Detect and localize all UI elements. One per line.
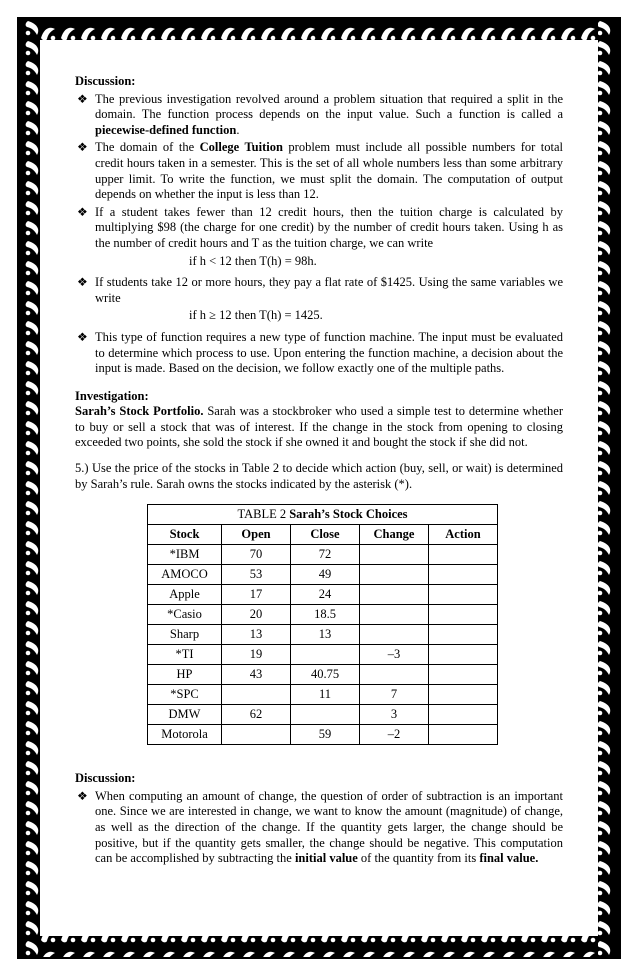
bullet-item: ❖ If a student takes fewer than 12 credit hours, then the tuition charge is calculated by multiplying $98 (the charge for one credit) by the number of credit hours taken. Using h as the number of credit hours and T as the tuition charge, we can write: [77, 204, 563, 250]
table-cell-open: [222, 725, 291, 745]
table-cell-action: [429, 665, 498, 685]
table-cell-open: 70: [222, 545, 291, 565]
discussion-bullets: [75, 330, 563, 377]
table-cell-stock: Apple: [148, 585, 222, 605]
table-row: [148, 685, 498, 705]
table-cell-stock: Motorola: [148, 725, 222, 745]
table-cell-open: 43: [222, 665, 291, 685]
table-cell-close: 72: [291, 545, 360, 565]
discussion-bullets: [75, 92, 563, 252]
diamond-bullet-icon: ❖: [77, 140, 88, 155]
table-cell-close: 24: [291, 585, 360, 605]
table-row: [148, 705, 498, 725]
stock-table: [147, 504, 498, 745]
table-cell-change: [360, 545, 429, 565]
table-cell-change: [360, 665, 429, 685]
table-cell-action: [429, 565, 498, 585]
column-header: Change: [360, 525, 429, 545]
table-row: [148, 645, 498, 665]
table-cell-stock: *Casio: [148, 605, 222, 625]
table-cell-open: 17: [222, 585, 291, 605]
table-cell-stock: Sharp: [148, 625, 222, 645]
table-cell-stock: HP: [148, 665, 222, 685]
table-cell-stock: DMW: [148, 705, 222, 725]
discussion-heading: Discussion:: [75, 771, 136, 786]
table-cell-change: –3: [360, 645, 429, 665]
bullet-item: ❖ The previous investigation revolved around a problem situation that required a split in the domain. The function process depends on the input value. Such a function is called a piecewise-defined function.: [77, 91, 563, 137]
table-cell-stock: *SPC: [148, 685, 222, 705]
diamond-bullet-icon: ❖: [77, 329, 88, 344]
table-cell-close: 13: [291, 625, 360, 645]
table-row: [148, 725, 498, 745]
table-cell-stock: AMOCO: [148, 565, 222, 585]
document-body: [75, 74, 563, 869]
investigation-heading: Investigation:: [75, 388, 149, 403]
table-cell-open: 20: [222, 605, 291, 625]
table-cell-action: [429, 605, 498, 625]
bullet-item: ❖ This type of function requires a new type of function machine. The input must be evaluated to determine which process to use. Upon entering the function machine, a decision about the input is made. Based on the decision, we follow exactly one of the multiple paths.: [77, 329, 563, 376]
table-cell-change: [360, 565, 429, 585]
table-cell-open: 62: [222, 705, 291, 725]
table-cell-close: 49: [291, 565, 360, 585]
table-row: [148, 545, 498, 565]
table-cell-close: 11: [291, 685, 360, 705]
investigation-text: Sarah’s Stock Portfolio. Sarah was a stockbroker who used a simple test to determine whether to buy or sell a stock that was of interest. If the change in the stock from opening to closing exceeded two points, she sold the stock if she owned it and bought the stock if she did not.: [75, 404, 563, 450]
formula-12-or-more: if h ≥ 12 then T(h) = 1425.: [189, 308, 323, 323]
table-cell-change: [360, 585, 429, 605]
table-cell-action: [429, 725, 498, 745]
table-body: [148, 545, 498, 745]
table-cell-change: –2: [360, 725, 429, 745]
table-header-row: [148, 525, 498, 545]
table-cell-change: [360, 605, 429, 625]
table-cell-action: [429, 585, 498, 605]
question-text: 5.) Use the price of the stocks in Table 2 to decide which action (buy, sell, or wait) is determined by Sarah’s rule. Sarah owns the stocks indicated by the asterisk (*).: [75, 461, 563, 491]
table-cell-change: 7: [360, 685, 429, 705]
column-header: Close: [291, 525, 360, 545]
table-cell-action: [429, 705, 498, 725]
table-cell-close: 40.75: [291, 665, 360, 685]
diamond-bullet-icon: ❖: [77, 91, 88, 106]
bullet-item: ❖ If students take 12 or more hours, they pay a flat rate of $1425. Using the same variables we write: [77, 275, 563, 305]
diamond-bullet-icon: ❖: [77, 275, 88, 290]
table-cell-stock: *IBM: [148, 545, 222, 565]
table-caption: TABLE 2 Sarah’s Stock Choices: [148, 505, 498, 525]
table-cell-close: 59: [291, 725, 360, 745]
table-cell-close: 18.5: [291, 605, 360, 625]
bullet-item: ❖ The domain of the College Tuition problem must include all possible numbers for total credit hours taken in a semester. This is the set of all whole numbers less than some arbitrary upper limit. To write the function, we must split the domain. The computation of output depends on whether the input is less than 12.: [77, 140, 563, 202]
table-row: [148, 665, 498, 685]
table-cell-action: [429, 625, 498, 645]
table-cell-change: 3: [360, 705, 429, 725]
table-cell-open: 19: [222, 645, 291, 665]
table-row: [148, 605, 498, 625]
column-header: Action: [429, 525, 498, 545]
column-header: Open: [222, 525, 291, 545]
table-cell-stock: *TI: [148, 645, 222, 665]
bullet-item: ❖ When computing an amount of change, the question of order of subtraction is an important one. Since we are interested in change, we want to know the amount (magnitude) of change, as well as the direction of the change. If the quantity gets larger, the change should be positive, but if the quantity gets smaller, the change should be negative. This computation can be accomplished by subtracting the initial value of the quantity from its final value.: [77, 788, 563, 866]
table-cell-change: [360, 625, 429, 645]
table-row: [148, 585, 498, 605]
discussion-heading: Discussion:: [75, 74, 136, 88]
table-cell-close: [291, 705, 360, 725]
discussion-bullets: [75, 275, 563, 306]
diamond-bullet-icon: ❖: [77, 788, 88, 803]
discussion-bullets: [75, 789, 563, 867]
table-cell-open: 53: [222, 565, 291, 585]
table-cell-open: [222, 685, 291, 705]
table-cell-action: [429, 645, 498, 665]
table-cell-action: [429, 545, 498, 565]
diamond-bullet-icon: ❖: [77, 204, 88, 219]
table-cell-close: [291, 645, 360, 665]
table-cell-open: 13: [222, 625, 291, 645]
table-cell-action: [429, 685, 498, 705]
table-row: [148, 625, 498, 645]
table-row: [148, 565, 498, 585]
column-header: Stock: [148, 525, 222, 545]
formula-less-than-12: if h < 12 then T(h) = 98h.: [189, 253, 317, 268]
